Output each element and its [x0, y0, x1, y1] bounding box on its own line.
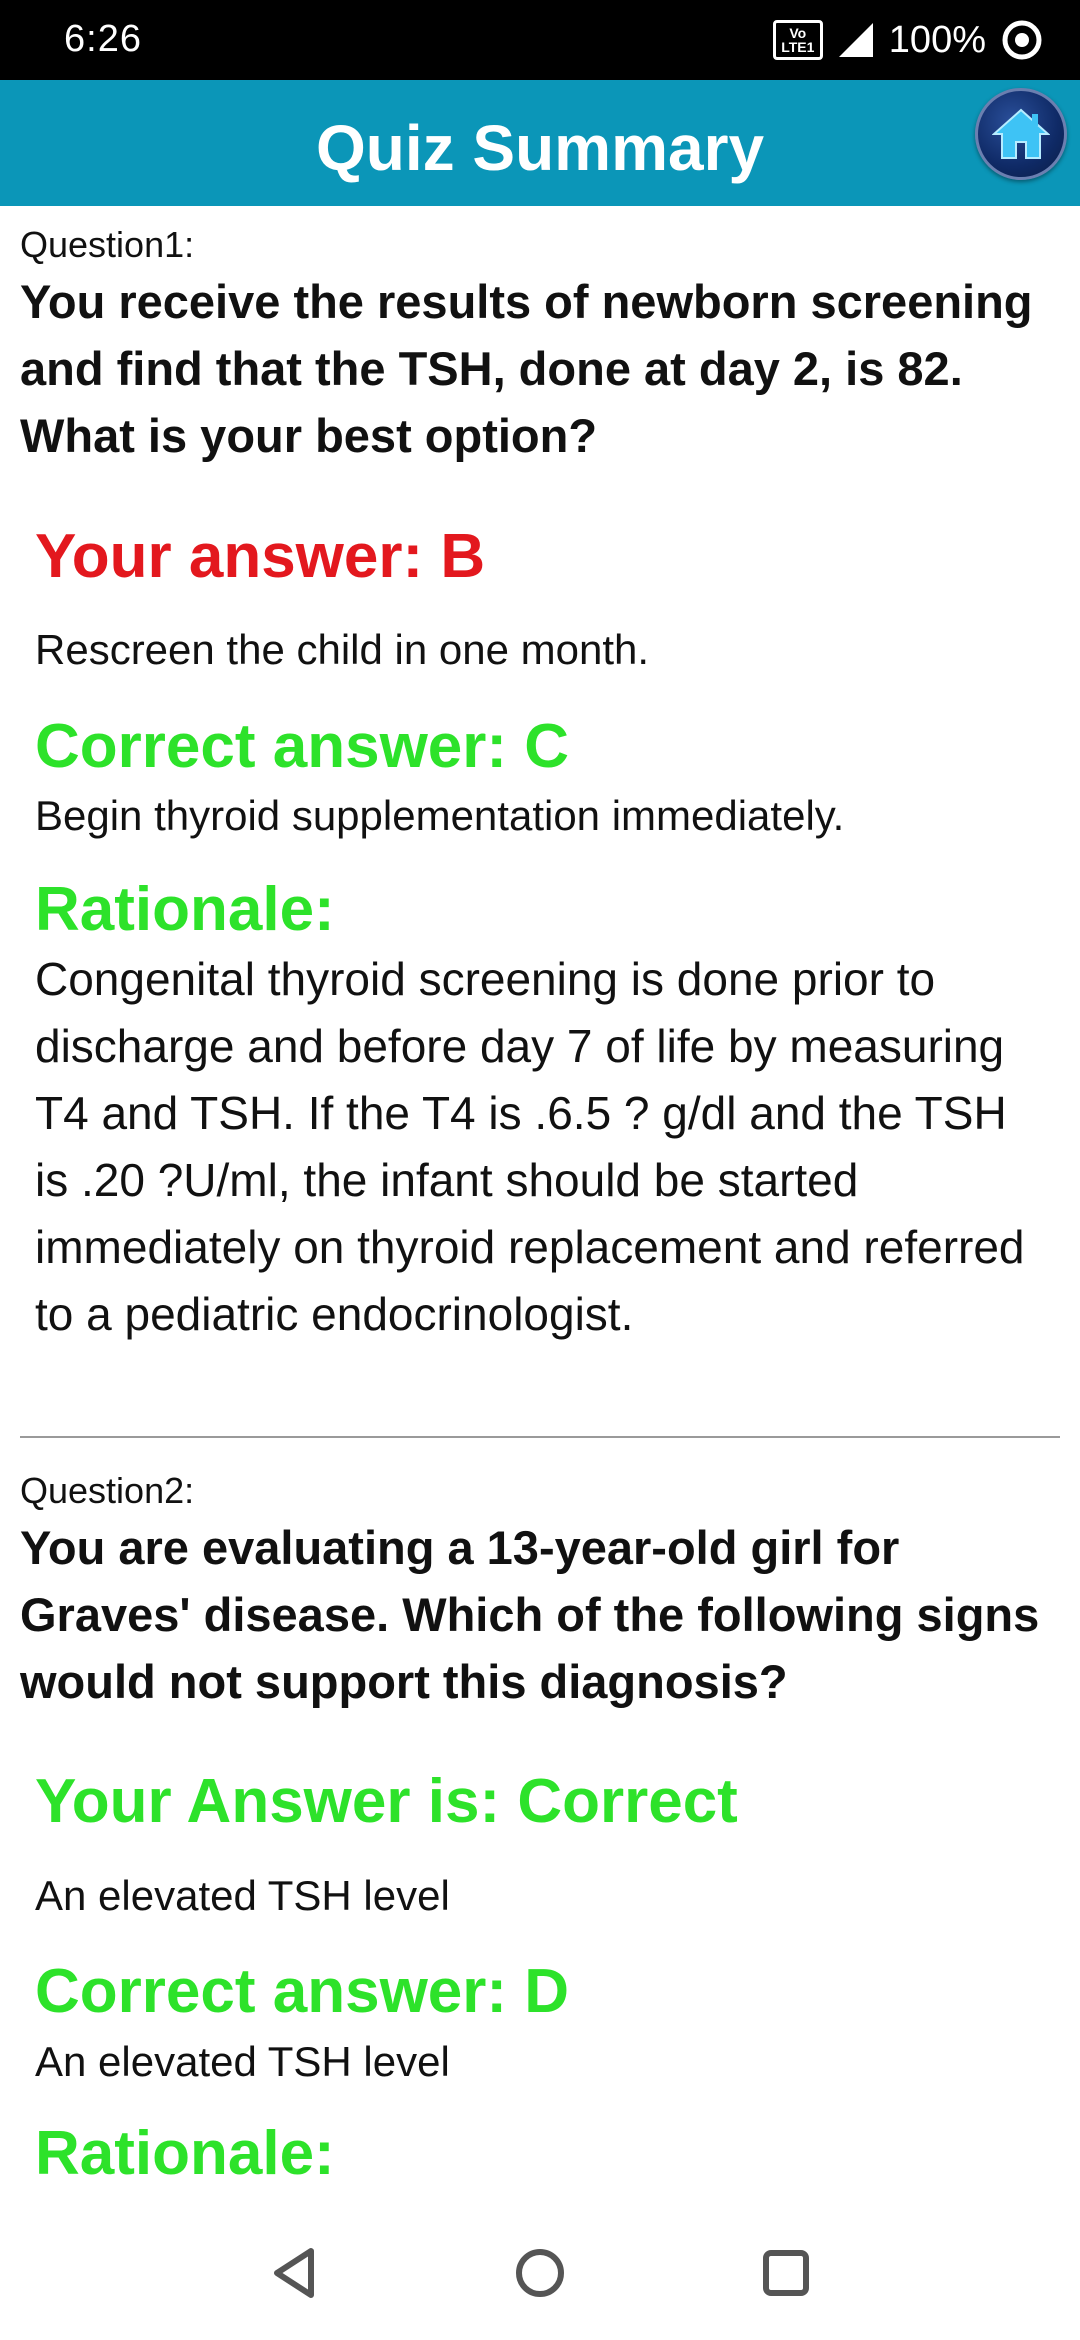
your-answer-heading: Your Answer is: Correct [35, 1767, 738, 1836]
correct-answer-text: Begin thyroid supplementation immediately. [35, 792, 845, 839]
status-bar [0, 0, 1080, 80]
status-icons [773, 14, 1044, 66]
correct-answer-heading: Correct answer: D [35, 1957, 570, 2026]
volte-icon: Vo LTE1 [773, 20, 823, 60]
your-answer-text: Rescreen the child in one month. [35, 626, 650, 673]
question-label: Question2: [20, 1470, 195, 1511]
nav-home-button[interactable] [500, 2233, 580, 2313]
battery-percentage: 100% [888, 18, 986, 61]
rationale-text: Congenital thyroid screening is done prior to discharge and before day 7 of life by measuring T4 and TSH. If the T4 is .6.5 ? g/dl and the TSH is .20 ?U/ml, the infant should be started immediately on thyroid replacement and referred to a pediatric endocrinologist. [35, 953, 1025, 1340]
question-divider [20, 1436, 1060, 1438]
app-header [0, 80, 1080, 206]
home-circle-icon [500, 2233, 580, 2313]
rationale-heading: Rationale: [35, 875, 335, 944]
recents-square-icon [746, 2233, 826, 2313]
data-saver-icon [1000, 18, 1044, 62]
your-answer-heading: Your answer: B [35, 522, 486, 591]
page-title: Quiz Summary [315, 112, 765, 184]
correct-answer-heading: Correct answer: C [35, 712, 570, 781]
nav-back-button[interactable] [255, 2233, 335, 2313]
nav-recents-button[interactable] [746, 2233, 826, 2313]
rationale-heading: Rationale: [35, 2119, 335, 2188]
home-button[interactable] [975, 88, 1067, 180]
home-icon [992, 108, 1050, 160]
your-answer-text: An elevated TSH level [35, 1872, 450, 1919]
correct-answer-text: An elevated TSH level [35, 2038, 450, 2085]
signal-icon [837, 21, 875, 59]
back-triangle-icon [255, 2233, 335, 2313]
status-time: 6:26 [64, 18, 142, 60]
question-text: You are evaluating a 13-year-old girl for Graves' disease. Which of the following signs would not support this diagnosis? [20, 1521, 1040, 1708]
question-label: Question1: [20, 224, 195, 265]
system-nav-bar [0, 2205, 1080, 2340]
question-text: You receive the results of newborn screening and find that the TSH, done at day 2, is 82. What is your best option? [20, 275, 1033, 462]
